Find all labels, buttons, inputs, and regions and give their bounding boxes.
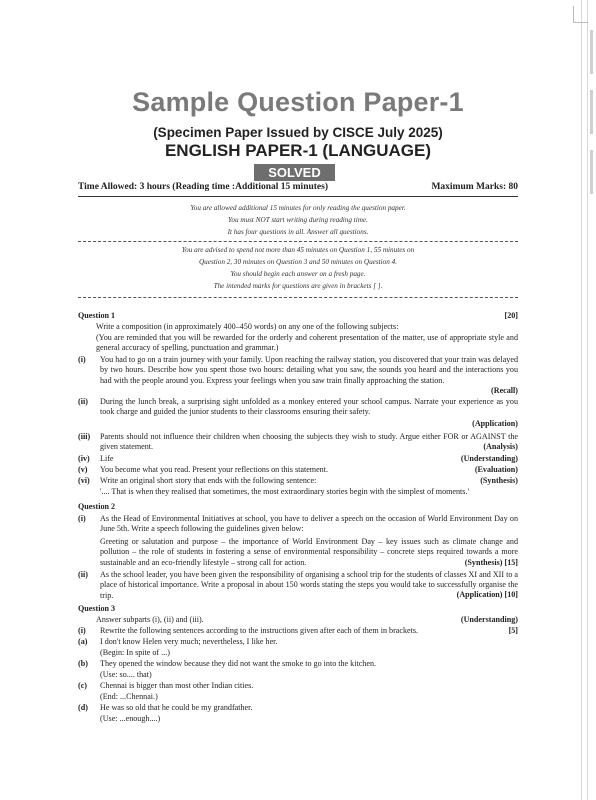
instruction-line: You are advised to spend not more than 45 minutes on Question 1, 55 minutes on <box>181 246 415 254</box>
q3-sentence-a <box>78 637 518 659</box>
option-tag: (Synthesis) [15] <box>464 558 518 567</box>
instruction-line: You must NOT start writing during reading time. <box>228 216 368 224</box>
instructions-block-1 <box>78 202 518 238</box>
question-3-heading <box>78 604 518 613</box>
option-tag: (Application) <box>472 419 518 428</box>
question-1-intro: Write a composition (in approximately 400–450 words) on any one of the following subjects: <box>96 322 399 331</box>
option-tag: (Application) [10] <box>456 590 518 599</box>
option-label: (iv) <box>78 454 90 463</box>
option-quote: '.... That is when they realised that sometimes, the most extraordinary stories begin with the simplest of moments.' <box>100 487 469 496</box>
instructions-block-2 <box>78 244 518 292</box>
option-label: (b) <box>78 659 88 668</box>
option-label: (c) <box>78 681 87 690</box>
option-text: As the Head of Environmental Initiatives at school, you have to deliver a speech on the occasion of World Environment Day on June 5th. Write a speech following the guidelines given below: <box>100 514 518 534</box>
option-text: You had to go on a train journey with your family. Upon reaching the railway station, you discovered that your train was delayed by two hours. Describe how you spent those two hours: detailing what you saw, the sounds you heard and the interactions you had with the people around you. Express your feelings when you saw train finally approaching the station. <box>100 355 518 385</box>
question-intro: Answer subparts (i), (ii) and (iii). <box>96 615 204 624</box>
q1-option-vi <box>78 476 518 498</box>
instruction-line: The intended marks for questions are given in brackets [ ]. <box>213 282 383 290</box>
option-tag: (Evaluation) <box>474 465 518 474</box>
divider <box>78 297 518 298</box>
option-tag: (Recall) <box>491 386 518 395</box>
option-label: (i) <box>78 355 86 364</box>
option-tag: (Analysis) <box>483 442 518 451</box>
q2-option-i <box>78 514 518 578</box>
q1-option-i <box>78 355 518 397</box>
sentence-text: He was so old that he could be my grandfather. <box>100 703 253 712</box>
option-text: As the school leader, you have been given the responsibility of organising a school trip for the students of classes XI and XII to a place of historical importance. Write a proposal in about 150 words stating the steps you would take to successfully organise the trip. <box>100 570 518 600</box>
max-marks: Maximum Marks: 80 <box>431 182 518 192</box>
question-marks: [20] <box>504 311 518 320</box>
divider <box>78 196 518 197</box>
option-label: (i) <box>78 626 86 635</box>
part-marks: [5] <box>508 626 518 635</box>
option-label: (vi) <box>78 476 90 485</box>
sentence-text: I don't know Helen very much; nevertheless, I like her. <box>100 637 278 646</box>
paper-name: ENGLISH PAPER-1 (LANGUAGE) <box>164 141 432 160</box>
sentence-hint: (Begin: In spite of ...) <box>100 648 170 657</box>
option-label: (i) <box>78 514 86 523</box>
page-edge-decoration <box>572 0 596 800</box>
q3-sentence-c <box>78 681 518 703</box>
option-text: Parents should not influence their children when choosing the subjects they wish to study. Argue either FOR or AGAINST the given statement. <box>100 432 518 452</box>
question-label: Question 2 <box>78 502 116 511</box>
question-tag: (Understanding) <box>460 615 518 624</box>
question-1-note: (You are reminded that you will be rewarded for the orderly and coherent presentation of the matter, use of appropriate style and general accuracy of spelling, punctuation and grammar.) <box>96 333 518 353</box>
option-label: (a) <box>78 637 88 646</box>
question-label: Question 3 <box>78 604 116 613</box>
q1-option-ii <box>78 397 518 437</box>
divider <box>78 241 518 242</box>
instruction-line: You are allowed additional 15 minutes for only reading the question paper. <box>190 204 406 212</box>
option-text: Rewrite the following sentences according to the instructions given after each of them in brackets. <box>100 626 419 635</box>
question-label: Question 1 <box>78 311 116 320</box>
time-allowed: Time Allowed: 3 hours (Reading time :Additional 15 minutes) <box>78 182 329 192</box>
option-tag: (Understanding) <box>460 454 518 463</box>
option-label: (ii) <box>78 570 88 579</box>
option-label: (v) <box>78 465 88 474</box>
sentence-hint: (End: ...Chennai.) <box>100 692 158 701</box>
solved-badge: SOLVED <box>254 164 335 181</box>
option-tag: (Synthesis) <box>480 476 518 485</box>
instruction-line: You should begin each answer on a fresh page. <box>230 270 366 278</box>
q3-sentence-b <box>78 659 518 681</box>
question-1-heading <box>78 311 518 320</box>
option-text: During the lunch break, a surprising sight unfolded as a monkey entered your school campus. Narrate your experience as you took charge and guided the junior students to their classrooms ensuring their safety. <box>100 397 518 417</box>
question-2-heading <box>78 502 518 511</box>
page-title: Sample Question Paper-1 <box>132 87 464 117</box>
q2-option-ii <box>78 570 518 604</box>
sentence-hint: (Use: ...enough....) <box>100 714 161 723</box>
page-subtitle: (Specimen Paper Issued by CISCE July 2025) <box>153 125 443 140</box>
sentence-text: Chennai is bigger than most other Indian cities. <box>100 681 254 690</box>
q1-option-iii <box>78 432 518 454</box>
option-guidelines: Greeting or salutation and purpose – the importance of World Environment Day – key issues such as climate change and pollution – the role of students in fostering a sense of environmental responsibility – concrete steps required towards a more sustainable and an eco-friendly lifestyle – strong call for action. <box>100 537 518 567</box>
option-text: Life <box>100 454 114 463</box>
option-text: Write an original short story that ends with the following sentence: <box>100 476 317 485</box>
option-text: You become what you read. Present your reflections on this statement. <box>100 465 328 474</box>
sentence-text: They opened the window because they did not want the smoke to go into the kitchen. <box>100 659 377 668</box>
option-label: (iii) <box>78 432 91 441</box>
instruction-line: Question 2, 30 minutes on Question 3 and 50 minutes on Question 4. <box>198 258 398 266</box>
option-label: (d) <box>78 703 88 712</box>
option-label: (ii) <box>78 397 88 406</box>
q3-sentence-d <box>78 703 518 725</box>
sentence-hint: (Use: so.... that) <box>100 670 152 679</box>
instruction-line: It has four questions in all. Answer all questions. <box>227 228 369 236</box>
